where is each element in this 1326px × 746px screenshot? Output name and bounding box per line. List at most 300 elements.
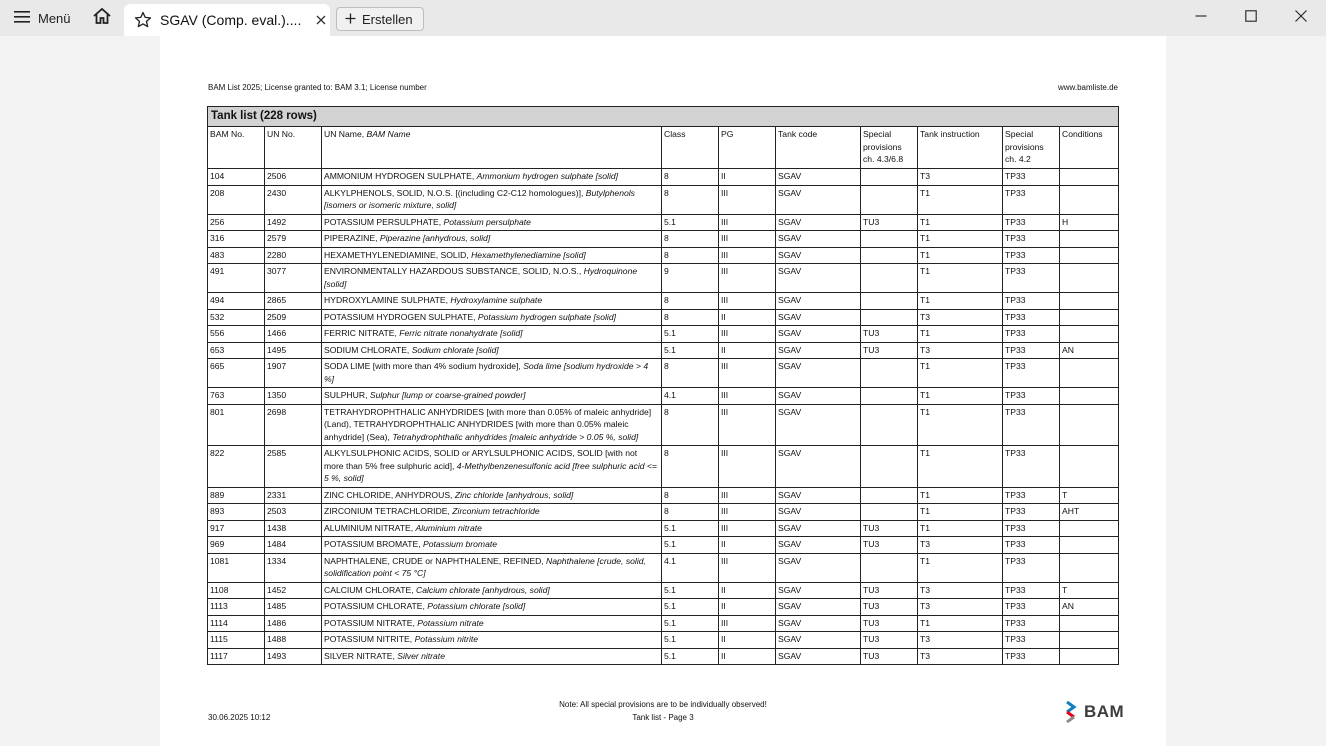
title-bar: [0, 0, 1326, 36]
bam-name-text: Ammonium hydrogen sulphate [solid]: [476, 171, 619, 181]
cell-pg: III: [719, 247, 776, 264]
cell-ti: T3: [918, 342, 1003, 359]
cell-un-name: [322, 293, 662, 310]
cell-sp42: TP33: [1003, 446, 1060, 488]
un-name-text: POTASSIUM HYDROGEN SULPHATE,: [324, 311, 478, 322]
new-button[interactable]: [336, 7, 424, 31]
cell-cls: 8: [662, 247, 719, 264]
page-header-right: www.bamliste.de: [1057, 83, 1118, 92]
cell-bam: 1114: [208, 615, 265, 632]
un-name-text: FERRIC NITRATE,: [324, 328, 400, 338]
cell-bam: 1113: [208, 599, 265, 616]
cell-un-name: [322, 309, 662, 326]
cell-pg: III: [719, 185, 776, 214]
column-header: [322, 127, 662, 169]
cell-un: 2509: [265, 309, 322, 326]
cell-sp42: TP33: [1003, 264, 1060, 293]
table-row: [208, 293, 1119, 310]
cell-cond: T: [1060, 582, 1119, 599]
cell-cond: AHT: [1060, 504, 1119, 521]
cell-sp42: TP33: [1003, 309, 1060, 326]
cell-cls: 5.1: [662, 648, 719, 665]
un-name-text: POTASSIUM CHLORATE,: [324, 601, 428, 611]
cell-cond: [1060, 293, 1119, 310]
column-header-label: Tank code: [778, 129, 818, 139]
cell-ti: T1: [918, 487, 1003, 504]
cell-cls: 5.1: [662, 214, 719, 231]
cell-sp43: [861, 553, 918, 582]
cell-bam: 653: [208, 342, 265, 359]
cell-sp42: TP33: [1003, 359, 1060, 388]
table-row: [208, 582, 1119, 599]
cell-sp42: TP33: [1003, 615, 1060, 632]
column-header-label: UN No.: [267, 129, 296, 139]
cell-un: 1495: [265, 342, 322, 359]
bam-name-text: Potassium persulphate: [443, 216, 531, 227]
cell-bam: 822: [208, 446, 265, 488]
cell-sp43: TU3: [861, 599, 918, 616]
column-header-label: Conditions: [1062, 129, 1103, 139]
table-row: [208, 342, 1119, 359]
cell-pg: II: [719, 582, 776, 599]
un-name-text: SILVER NITRATE,: [324, 650, 398, 661]
cell-pg: III: [719, 293, 776, 310]
minimize-button[interactable]: [1176, 0, 1226, 36]
cell-sp43: [861, 404, 918, 446]
bam-name-text: Naphthalene [crude, solid, solidification point < 75 °C]: [324, 555, 646, 578]
cell-cls: 8: [662, 231, 719, 248]
cell-cond: [1060, 326, 1119, 343]
bam-name-text: Potassium nitrite: [414, 634, 479, 644]
cell-un: 1488: [265, 632, 322, 649]
table-row: [208, 309, 1119, 326]
cell-un-name: [322, 487, 662, 504]
cell-cond: T: [1060, 487, 1119, 504]
cell-un: 2506: [265, 169, 322, 186]
cell-pg: II: [719, 342, 776, 359]
cell-sp42: TP33: [1003, 537, 1060, 554]
cell-bam: 491: [208, 264, 265, 293]
cell-sp42: TP33: [1003, 247, 1060, 264]
table-row: [208, 520, 1119, 537]
cell-bam: 532: [208, 309, 265, 326]
un-name-text: POTASSIUM NITRITE,: [324, 634, 415, 644]
maximize-button[interactable]: [1226, 0, 1276, 36]
cell-bam: 889: [208, 487, 265, 504]
window-close-icon: [1295, 9, 1307, 27]
cell-un-name: [322, 214, 662, 231]
cell-tank-code: SGAV: [776, 342, 861, 359]
cell-tank-code: SGAV: [776, 404, 861, 446]
cell-sp42: TP33: [1003, 388, 1060, 405]
cell-sp43: [861, 185, 918, 214]
un-name-text: HYDROXYLAMINE SULPHATE,: [324, 295, 451, 305]
table-row: [208, 648, 1119, 665]
bam-name-text: Ferric nitrate nonahydrate [solid]: [399, 328, 523, 338]
un-name-text: HEXAMETHYLENEDIAMINE, SOLID,: [324, 249, 472, 260]
table-row: [208, 247, 1119, 264]
bam-name-text: Potassium chlorate [solid]: [427, 601, 526, 611]
bam-name-text: Potassium bromate: [423, 539, 498, 549]
cell-sp43: [861, 309, 918, 326]
cell-un: 1492: [265, 214, 322, 231]
window-close-button[interactable]: [1276, 0, 1326, 36]
cell-bam: 104: [208, 169, 265, 186]
cell-bam: 316: [208, 231, 265, 248]
cell-cls: 5.1: [662, 615, 719, 632]
maximize-icon: [1245, 9, 1257, 27]
cell-pg: III: [719, 388, 776, 405]
cell-tank-code: SGAV: [776, 293, 861, 310]
table-header-row: [208, 127, 1119, 169]
column-header: [861, 127, 918, 169]
cell-pg: III: [719, 326, 776, 343]
cell-tank-code: SGAV: [776, 553, 861, 582]
cell-sp43: TU3: [861, 520, 918, 537]
cell-cls: 8: [662, 169, 719, 186]
cell-cond: [1060, 446, 1119, 488]
table-row: [208, 185, 1119, 214]
table-row: [208, 487, 1119, 504]
un-name-text: CALCIUM CHLORATE,: [324, 584, 416, 595]
cell-un: 2698: [265, 404, 322, 446]
cell-tank-code: SGAV: [776, 632, 861, 649]
cell-un-name: [322, 582, 662, 599]
page-header-left: BAM List 2025; License granted to: BAM 3.1; License number: [208, 83, 427, 92]
un-name-text: TETRAHYDROPHTHALIC ANHYDRIDES [with more than 0.05% of maleic anhydride] (Land), TETRAHYDROPHTHALIC ANHYDRIDES [with more than 0.05% maleic anhydride] (Sea),: [324, 406, 652, 442]
cell-pg: II: [719, 632, 776, 649]
column-header: [208, 127, 265, 169]
cell-un-name: [322, 388, 662, 405]
cell-cls: 8: [662, 359, 719, 388]
cell-un-name: [322, 504, 662, 521]
cell-sp42: TP33: [1003, 632, 1060, 649]
bam-name-text: 4-Methylbenzenesulfonic acid [free sulphuric acid <= 5 %, solid]: [324, 460, 657, 483]
cell-un: 1452: [265, 582, 322, 599]
cell-sp43: [861, 359, 918, 388]
cell-sp43: [861, 231, 918, 248]
cell-sp42: TP33: [1003, 553, 1060, 582]
minimize-icon: [1195, 9, 1207, 27]
cell-bam: 1081: [208, 553, 265, 582]
cell-ti: T3: [918, 537, 1003, 554]
cell-cls: 5.1: [662, 632, 719, 649]
table-row: [208, 446, 1119, 488]
cell-tank-code: SGAV: [776, 169, 861, 186]
un-name-text: ZINC CHLORIDE, ANHYDROUS,: [324, 489, 455, 500]
cell-cls: 9: [662, 264, 719, 293]
document-tab[interactable]: [124, 4, 330, 36]
column-header: [1003, 127, 1060, 169]
cell-tank-code: SGAV: [776, 599, 861, 616]
cell-un-name: [322, 520, 662, 537]
cell-cond: H: [1060, 214, 1119, 231]
cell-ti: T1: [918, 359, 1003, 388]
cell-ti: T1: [918, 504, 1003, 521]
cell-ti: T1: [918, 388, 1003, 405]
cell-tank-code: SGAV: [776, 214, 861, 231]
cell-bam: 1115: [208, 632, 265, 649]
cell-cls: 8: [662, 487, 719, 504]
cell-cond: [1060, 359, 1119, 388]
cell-cls: 8: [662, 404, 719, 446]
cell-sp43: [861, 247, 918, 264]
column-header-label: Special provisions ch. 4.2: [1005, 129, 1044, 164]
document-viewer: [0, 36, 1326, 746]
cell-bam: 208: [208, 185, 265, 214]
table-row: [208, 388, 1119, 405]
column-header: [719, 127, 776, 169]
column-header: [1060, 127, 1119, 169]
bam-name-text: Hydroxylamine sulphate: [450, 295, 543, 305]
cell-ti: T1: [918, 326, 1003, 343]
cell-un: 2579: [265, 231, 322, 248]
table-row: [208, 214, 1119, 231]
cell-sp42: TP33: [1003, 582, 1060, 599]
cell-sp43: [861, 446, 918, 488]
cell-tank-code: SGAV: [776, 520, 861, 537]
cell-tank-code: SGAV: [776, 309, 861, 326]
close-icon[interactable]: [314, 13, 328, 27]
footer-note: Note: All special provisions are to be individually observed!: [559, 700, 767, 709]
cell-tank-code: SGAV: [776, 648, 861, 665]
cell-pg: II: [719, 648, 776, 665]
tank-list-table: [207, 106, 1119, 665]
cell-cls: 5.1: [662, 342, 719, 359]
bam-logo-text: BAM: [1084, 702, 1125, 721]
pdf-page: [160, 36, 1166, 746]
table-row: [208, 404, 1119, 446]
cell-un-name: [322, 247, 662, 264]
cell-sp43: [861, 169, 918, 186]
cell-ti: T1: [918, 553, 1003, 582]
cell-un-name: [322, 231, 662, 248]
cell-tank-code: SGAV: [776, 185, 861, 214]
cell-tank-code: SGAV: [776, 326, 861, 343]
table-row: [208, 537, 1119, 554]
cell-un-name: [322, 185, 662, 214]
bam-name-text: Butylphenols [isomers or isomeric mixture, solid]: [324, 187, 635, 210]
cell-bam: 256: [208, 214, 265, 231]
cell-un: 1485: [265, 599, 322, 616]
cell-un: 2503: [265, 504, 322, 521]
table-row: [208, 553, 1119, 582]
un-name-text: ENVIRONMENTALLY HAZARDOUS SUBSTANCE, SOLID, N.O.S.,: [324, 266, 584, 276]
cell-sp43: TU3: [861, 326, 918, 343]
un-name-text: POTASSIUM PERSULPHATE,: [324, 216, 444, 227]
cell-bam: 801: [208, 404, 265, 446]
cell-bam: 893: [208, 504, 265, 521]
cell-sp42: TP33: [1003, 599, 1060, 616]
table-row: [208, 326, 1119, 343]
column-header-label: PG: [721, 129, 734, 139]
cell-pg: II: [719, 599, 776, 616]
bam-logo-icon: [1066, 701, 1080, 723]
cell-sp42: TP33: [1003, 293, 1060, 310]
cell-un-name: [322, 615, 662, 632]
cell-ti: T1: [918, 214, 1003, 231]
cell-sp42: TP33: [1003, 342, 1060, 359]
cell-un: 1486: [265, 615, 322, 632]
table-row: [208, 615, 1119, 632]
cell-tank-code: SGAV: [776, 487, 861, 504]
un-name-text: PIPERAZINE,: [324, 233, 380, 243]
footer-date: 30.06.2025 10:12: [208, 713, 271, 722]
cell-un: 1334: [265, 553, 322, 582]
cell-un-name: [322, 537, 662, 554]
bam-name-text: Soda lime [sodium hydroxide > 4 %]: [324, 361, 649, 384]
cell-cls: 5.1: [662, 537, 719, 554]
cell-tank-code: SGAV: [776, 615, 861, 632]
cell-ti: T1: [918, 520, 1003, 537]
cell-un: 2331: [265, 487, 322, 504]
cell-sp43: TU3: [861, 632, 918, 649]
bam-name-text: Tetrahydrophthalic anhydrides [maleic anhydride > 0.05 %, solid]: [392, 431, 639, 442]
cell-pg: II: [719, 169, 776, 186]
cell-tank-code: SGAV: [776, 582, 861, 599]
cell-tank-code: SGAV: [776, 446, 861, 488]
cell-sp43: [861, 293, 918, 310]
cell-cond: [1060, 615, 1119, 632]
table-row: [208, 231, 1119, 248]
cell-cond: [1060, 404, 1119, 446]
table-row: [208, 359, 1119, 388]
cell-pg: II: [719, 537, 776, 554]
cell-cond: [1060, 309, 1119, 326]
table-row: [208, 504, 1119, 521]
cell-cls: 4.1: [662, 388, 719, 405]
home-button[interactable]: [88, 6, 116, 30]
bam-name-text: Hydroquinone [solid]: [324, 266, 638, 289]
cell-un: 1466: [265, 326, 322, 343]
cell-cond: AN: [1060, 599, 1119, 616]
column-header: [776, 127, 861, 169]
cell-un: 1350: [265, 388, 322, 405]
un-name-text: SODIUM CHLORATE,: [324, 344, 412, 355]
cell-tank-code: SGAV: [776, 504, 861, 521]
column-header: [662, 127, 719, 169]
cell-ti: T1: [918, 185, 1003, 214]
new-button-label: Erstellen: [362, 11, 413, 27]
cell-tank-code: SGAV: [776, 247, 861, 264]
cell-bam: 665: [208, 359, 265, 388]
tab-title: SGAV (Comp. eval.)....: [160, 12, 302, 28]
cell-ti: T3: [918, 632, 1003, 649]
cell-pg: II: [719, 309, 776, 326]
bam-name-text: Zinc chloride [anhydrous, solid]: [454, 489, 574, 500]
column-header-label: Tank instruction: [920, 129, 980, 139]
cell-cls: 8: [662, 185, 719, 214]
table-caption: Tank list (228 rows): [208, 107, 1119, 127]
menu-label: Menü: [38, 10, 71, 26]
cell-bam: 763: [208, 388, 265, 405]
bam-name-text: Sulphur [lump or coarse-grained powder]: [369, 390, 526, 400]
cell-un-name: [322, 632, 662, 649]
cell-un: 1484: [265, 537, 322, 554]
cell-pg: III: [719, 553, 776, 582]
column-header-label: Special provisions ch. 4.3/6.8: [863, 129, 904, 164]
cell-sp42: TP33: [1003, 326, 1060, 343]
cell-tank-code: SGAV: [776, 388, 861, 405]
column-header: [918, 127, 1003, 169]
hamburger-icon: [14, 10, 30, 27]
cell-pg: III: [719, 359, 776, 388]
cell-cond: [1060, 231, 1119, 248]
bam-name-text: Hexamethylenediamine [solid]: [471, 249, 586, 260]
cell-un: 1493: [265, 648, 322, 665]
cell-cond: [1060, 185, 1119, 214]
cell-sp43: TU3: [861, 537, 918, 554]
cell-bam: 483: [208, 247, 265, 264]
cell-sp42: TP33: [1003, 648, 1060, 665]
cell-sp42: TP33: [1003, 520, 1060, 537]
cell-cls: 5.1: [662, 582, 719, 599]
cell-un-name: [322, 326, 662, 343]
un-name-text: SULPHUR,: [324, 390, 370, 400]
cell-un: 2865: [265, 293, 322, 310]
menu-button[interactable]: [8, 6, 77, 30]
cell-sp43: TU3: [861, 615, 918, 632]
cell-ti: T3: [918, 582, 1003, 599]
table-row: [208, 632, 1119, 649]
cell-ti: T3: [918, 599, 1003, 616]
un-name-text: ALKYLSULPHONIC ACIDS, SOLID or ARYLSULPHONIC ACIDS, SOLID [with not more than 5% free sulphuric acid],: [324, 448, 638, 471]
cell-un-name: [322, 648, 662, 665]
un-name-text: POTASSIUM NITRATE,: [324, 617, 418, 628]
cell-pg: III: [719, 404, 776, 446]
cell-cond: [1060, 264, 1119, 293]
cell-pg: III: [719, 615, 776, 632]
cell-cond: [1060, 247, 1119, 264]
table-body: [208, 169, 1119, 665]
cell-bam: 556: [208, 326, 265, 343]
cell-un: 3077: [265, 264, 322, 293]
column-header-label: BAM No.: [210, 129, 245, 139]
column-header: [265, 127, 322, 169]
cell-sp43: TU3: [861, 342, 918, 359]
cell-cls: 5.1: [662, 520, 719, 537]
un-name-text: ALKYLPHENOLS, SOLID, N.O.S. [(including C2-C12 homologues)],: [324, 187, 586, 198]
un-name-text: SODA LIME [with more than 4% sodium hydroxide],: [324, 361, 524, 371]
cell-sp42: TP33: [1003, 504, 1060, 521]
bam-name-text: Zirconium tetrachloride: [452, 506, 540, 516]
cell-tank-code: SGAV: [776, 264, 861, 293]
cell-bam: 494: [208, 293, 265, 310]
cell-ti: T3: [918, 169, 1003, 186]
cell-un-name: [322, 446, 662, 488]
bam-name-text: Calcium chlorate [anhydrous, solid]: [416, 584, 550, 595]
cell-sp43: TU3: [861, 214, 918, 231]
cell-un: 1438: [265, 520, 322, 537]
cell-sp42: TP33: [1003, 487, 1060, 504]
cell-ti: T3: [918, 648, 1003, 665]
home-icon: [92, 7, 112, 30]
cell-un: 1907: [265, 359, 322, 388]
cell-bam: 917: [208, 520, 265, 537]
cell-ti: T1: [918, 264, 1003, 293]
cell-sp42: TP33: [1003, 185, 1060, 214]
cell-cls: 4.1: [662, 553, 719, 582]
un-name-text: NAPHTHALENE, CRUDE or NAPHTHALENE, REFINED,: [324, 555, 547, 566]
cell-ti: T1: [918, 247, 1003, 264]
cell-ti: T1: [918, 293, 1003, 310]
star-icon[interactable]: [134, 11, 152, 29]
cell-un-name: [322, 404, 662, 446]
cell-tank-code: SGAV: [776, 537, 861, 554]
table-row: [208, 264, 1119, 293]
cell-cond: [1060, 648, 1119, 665]
cell-cls: 8: [662, 446, 719, 488]
